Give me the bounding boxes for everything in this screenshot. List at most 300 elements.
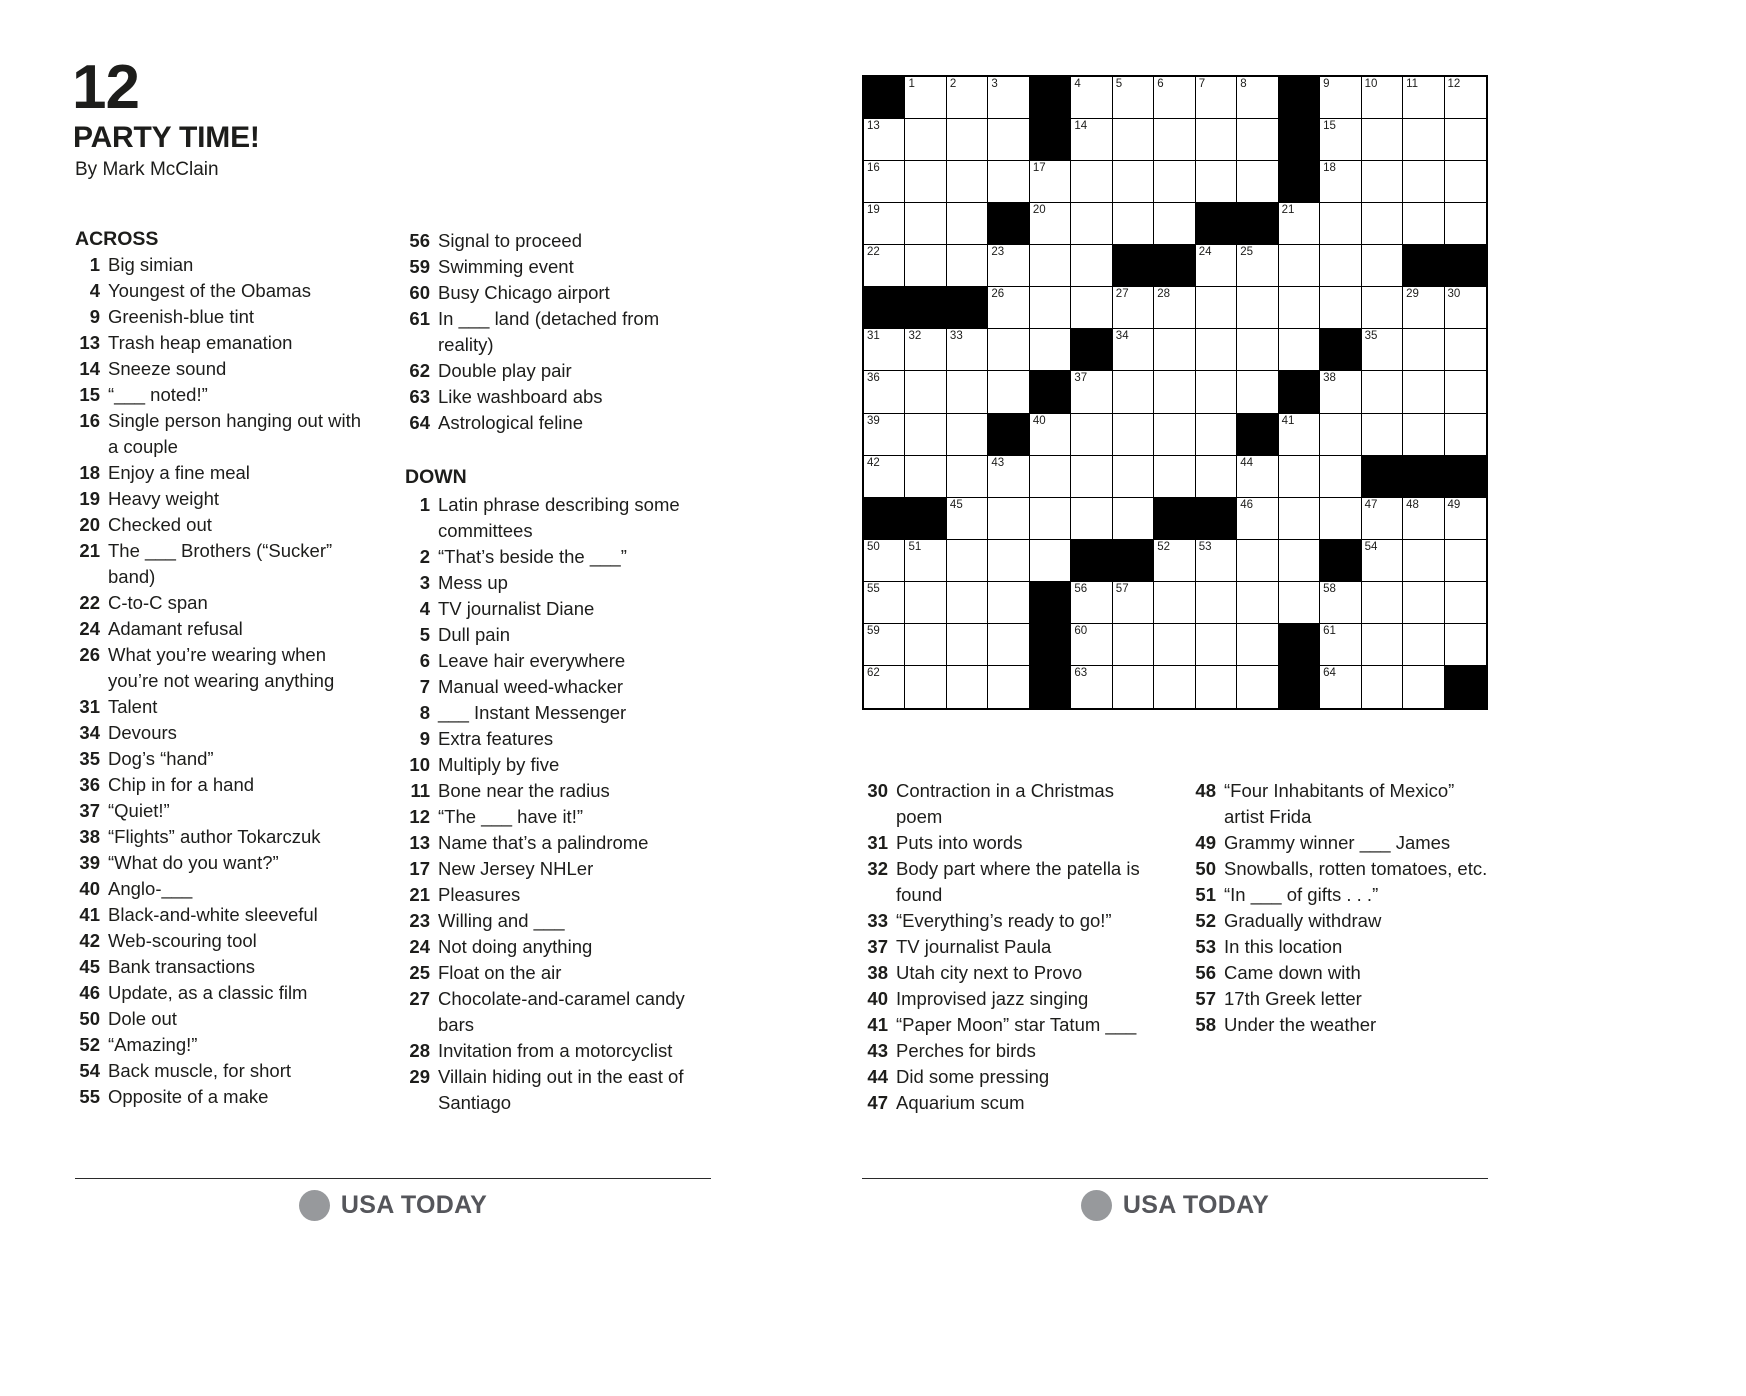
grid-cell[interactable] xyxy=(1071,161,1112,203)
grid-cell[interactable] xyxy=(1445,119,1486,161)
grid-cell[interactable] xyxy=(988,245,1029,287)
grid-cell[interactable] xyxy=(1279,456,1320,498)
grid-cell[interactable] xyxy=(1071,414,1112,456)
grid-cell[interactable] xyxy=(1403,119,1444,161)
grid-cell[interactable] xyxy=(1030,161,1071,203)
grid-cell[interactable] xyxy=(988,77,1029,119)
grid-cell[interactable] xyxy=(1113,582,1154,624)
grid-cell[interactable] xyxy=(1237,119,1278,161)
grid-cell[interactable] xyxy=(1154,119,1195,161)
grid-cell[interactable] xyxy=(905,119,946,161)
clue-text: Did some pressing xyxy=(896,1066,1050,1087)
grid-cell[interactable] xyxy=(1445,77,1486,119)
grid-cell[interactable] xyxy=(1362,203,1403,245)
grid-cell[interactable] xyxy=(1113,203,1154,245)
grid-cell[interactable] xyxy=(1154,203,1195,245)
grid-cell[interactable] xyxy=(1362,666,1403,708)
grid-cell[interactable] xyxy=(1279,287,1320,329)
grid-cell[interactable] xyxy=(988,540,1029,582)
clue-item xyxy=(400,778,700,804)
grid-cell-number: 43 xyxy=(991,456,1005,469)
clue-text: Latin phrase describing some committees xyxy=(438,494,680,541)
grid-cell[interactable] xyxy=(988,582,1029,624)
grid-cell[interactable] xyxy=(1445,203,1486,245)
grid-cell[interactable] xyxy=(1237,287,1278,329)
grid-cell[interactable] xyxy=(1113,414,1154,456)
clue-number: 9 xyxy=(419,728,430,749)
grid-cell[interactable] xyxy=(864,203,905,245)
grid-cell[interactable] xyxy=(1320,119,1361,161)
grid-cell[interactable] xyxy=(1362,287,1403,329)
clue-item xyxy=(400,726,700,752)
clue-text: Big simian xyxy=(108,254,194,275)
grid-cell[interactable] xyxy=(1279,203,1320,245)
grid-cell[interactable] xyxy=(1071,624,1112,666)
grid-cell-number: 7 xyxy=(1198,78,1206,90)
grid-cell[interactable] xyxy=(1071,498,1112,540)
grid-cell[interactable] xyxy=(1403,77,1444,119)
grid-cell[interactable] xyxy=(988,498,1029,540)
clue-number: 41 xyxy=(79,904,100,925)
grid-cell[interactable] xyxy=(1362,371,1403,413)
grid-cell[interactable] xyxy=(947,582,988,624)
grid-cell[interactable] xyxy=(1320,456,1361,498)
clue-number: 58 xyxy=(1195,1014,1216,1035)
grid-cell[interactable] xyxy=(1320,414,1361,456)
grid-cell[interactable] xyxy=(1113,329,1154,371)
grid-cell[interactable] xyxy=(864,119,905,161)
grid-cell[interactable] xyxy=(1362,582,1403,624)
grid-cell[interactable] xyxy=(947,498,988,540)
grid-cell[interactable] xyxy=(1320,203,1361,245)
grid-cell[interactable] xyxy=(1196,624,1237,666)
grid-cell[interactable] xyxy=(1071,582,1112,624)
grid-cell[interactable] xyxy=(1237,77,1278,119)
clue-number: 1 xyxy=(89,254,100,275)
grid-cell[interactable] xyxy=(1362,498,1403,540)
clue-number: 43 xyxy=(867,1040,888,1061)
clue-text: Utah city next to Provo xyxy=(896,962,1083,983)
grid-cell[interactable] xyxy=(1403,287,1444,329)
clue-text: “Amazing!” xyxy=(108,1034,198,1055)
grid-cell-number: 46 xyxy=(1240,498,1253,511)
grid-cell[interactable] xyxy=(1030,329,1071,371)
grid-cell-number: 28 xyxy=(1157,288,1171,301)
clue-item xyxy=(400,674,700,700)
clue-item xyxy=(1186,960,1494,986)
grid-cell[interactable] xyxy=(1071,666,1112,708)
grid-cell-black xyxy=(1071,329,1112,371)
grid-cell[interactable] xyxy=(1403,203,1444,245)
grid-cell[interactable] xyxy=(947,77,988,119)
clue-number: 40 xyxy=(867,988,888,1009)
clue-number: 23 xyxy=(409,910,430,931)
grid-cell[interactable] xyxy=(1320,371,1361,413)
clue-text: “Four Inhabitants of Mexico” artist Frida xyxy=(1224,780,1455,827)
grid-cell[interactable] xyxy=(1237,245,1278,287)
clue-number: 61 xyxy=(409,308,430,329)
grid-cell[interactable] xyxy=(1237,371,1278,413)
grid-cell[interactable] xyxy=(947,540,988,582)
grid-cell[interactable] xyxy=(1154,456,1195,498)
grid-cell-black xyxy=(1113,540,1154,582)
grid-cell[interactable] xyxy=(1030,245,1071,287)
clue-text: TV journalist Paula xyxy=(896,936,1052,957)
grid-cell[interactable] xyxy=(947,414,988,456)
clue-item xyxy=(858,830,1150,856)
grid-cell[interactable] xyxy=(864,414,905,456)
grid-cell[interactable] xyxy=(1362,329,1403,371)
grid-cell[interactable] xyxy=(1154,540,1195,582)
grid-cell-black xyxy=(988,203,1029,245)
grid-cell[interactable] xyxy=(1030,456,1071,498)
grid-cell[interactable] xyxy=(905,666,946,708)
grid-cell[interactable] xyxy=(1403,161,1444,203)
grid-cell[interactable] xyxy=(1196,119,1237,161)
grid-cell[interactable] xyxy=(1279,414,1320,456)
grid-cell-number: 32 xyxy=(908,330,922,343)
clue-number: 32 xyxy=(867,858,888,879)
grid-cell[interactable] xyxy=(905,329,946,371)
clue-text: Anglo-___ xyxy=(108,878,193,899)
grid-cell[interactable] xyxy=(905,371,946,413)
clue-text: Checked out xyxy=(108,514,212,535)
grid-cell[interactable] xyxy=(1445,329,1486,371)
clue-number: 26 xyxy=(79,644,100,665)
grid-cell[interactable] xyxy=(1279,498,1320,540)
clue-item xyxy=(70,642,372,694)
clue-item xyxy=(70,616,372,642)
grid-cell[interactable] xyxy=(1237,161,1278,203)
grid-cell-number: 33 xyxy=(949,330,963,343)
clue-text: Chocolate-and-caramel candy bars xyxy=(438,988,685,1035)
grid-cell[interactable] xyxy=(1030,540,1071,582)
clue-text: Bone near the radius xyxy=(438,780,610,801)
grid-cell[interactable] xyxy=(1154,371,1195,413)
grid-cell-black xyxy=(1030,666,1071,708)
grid-cell[interactable] xyxy=(1237,624,1278,666)
grid-cell[interactable] xyxy=(1196,287,1237,329)
grid-cell[interactable] xyxy=(947,666,988,708)
grid-cell[interactable] xyxy=(1113,119,1154,161)
clue-number: 56 xyxy=(1195,962,1216,983)
grid-cell[interactable] xyxy=(864,666,905,708)
clue-item xyxy=(858,1038,1150,1064)
grid-cell[interactable] xyxy=(1362,161,1403,203)
grid-cell[interactable] xyxy=(1403,624,1444,666)
grid-cell[interactable] xyxy=(1237,456,1278,498)
grid-cell[interactable] xyxy=(947,371,988,413)
grid-cell[interactable] xyxy=(1030,498,1071,540)
grid-cell[interactable] xyxy=(905,77,946,119)
grid-cell[interactable] xyxy=(1403,498,1444,540)
clue-item xyxy=(70,954,372,980)
grid-cell[interactable] xyxy=(864,456,905,498)
grid-cell[interactable] xyxy=(1196,456,1237,498)
grid-cell-black xyxy=(1279,371,1320,413)
grid-cell-number: 2 xyxy=(949,78,957,90)
clue-item xyxy=(70,538,372,590)
clue-number: 31 xyxy=(79,696,100,717)
clue-item xyxy=(70,1058,372,1084)
grid-cell[interactable] xyxy=(1320,624,1361,666)
clue-number: 34 xyxy=(79,722,100,743)
grid-cell[interactable] xyxy=(1445,498,1486,540)
grid-cell[interactable] xyxy=(1362,245,1403,287)
grid-cell[interactable] xyxy=(1071,77,1112,119)
grid-cell[interactable] xyxy=(988,624,1029,666)
grid-cell[interactable] xyxy=(864,582,905,624)
grid-cell[interactable] xyxy=(1154,666,1195,708)
clue-text: “What do you want?” xyxy=(108,852,279,873)
grid-cell[interactable] xyxy=(988,371,1029,413)
grid-cell[interactable] xyxy=(1196,371,1237,413)
grid-cell[interactable] xyxy=(1445,414,1486,456)
grid-cell-number: 30 xyxy=(1447,288,1461,301)
grid-cell[interactable] xyxy=(1030,203,1071,245)
clue-text: Heavy weight xyxy=(108,488,220,509)
grid-cell[interactable] xyxy=(1030,414,1071,456)
grid-cell[interactable] xyxy=(864,329,905,371)
clue-text: “The ___ have it!” xyxy=(438,806,583,827)
grid-cell[interactable] xyxy=(1403,540,1444,582)
grid-cell[interactable] xyxy=(1279,540,1320,582)
clue-text: Dull pain xyxy=(438,624,510,645)
grid-cell[interactable] xyxy=(864,245,905,287)
grid-cell[interactable] xyxy=(988,329,1029,371)
grid-cell[interactable] xyxy=(1445,624,1486,666)
grid-cell[interactable] xyxy=(988,666,1029,708)
grid-cell[interactable] xyxy=(1320,582,1361,624)
clue-text: Sneeze sound xyxy=(108,358,227,379)
grid-cell[interactable] xyxy=(905,582,946,624)
clue-number: 13 xyxy=(79,332,100,353)
clue-item xyxy=(70,512,372,538)
clue-item xyxy=(858,934,1150,960)
clue-item xyxy=(400,908,700,934)
grid-cell[interactable] xyxy=(1279,582,1320,624)
grid-cell[interactable] xyxy=(1196,245,1237,287)
grid-cell[interactable] xyxy=(1445,287,1486,329)
grid-cell[interactable] xyxy=(1403,666,1444,708)
grid-cell[interactable] xyxy=(1403,371,1444,413)
grid-cell[interactable] xyxy=(1113,498,1154,540)
grid-cell[interactable] xyxy=(988,119,1029,161)
grid-cell-number: 53 xyxy=(1198,540,1212,553)
grid-cell[interactable] xyxy=(1320,666,1361,708)
grid-cell[interactable] xyxy=(947,329,988,371)
clue-number: 35 xyxy=(79,748,100,769)
across-heading: ACROSS xyxy=(75,228,159,250)
grid-cell[interactable] xyxy=(1071,119,1112,161)
grid-cell-number: 6 xyxy=(1157,78,1164,90)
clue-item xyxy=(400,752,700,778)
grid-cell[interactable] xyxy=(1196,329,1237,371)
grid-cell[interactable] xyxy=(905,161,946,203)
grid-cell[interactable] xyxy=(1154,77,1195,119)
grid-cell[interactable] xyxy=(1071,287,1112,329)
grid-cell[interactable] xyxy=(1154,582,1195,624)
clue-item xyxy=(858,908,1150,934)
clue-item xyxy=(1186,856,1494,882)
clue-text: Multiply by five xyxy=(438,754,560,775)
grid-cell[interactable] xyxy=(1279,245,1320,287)
grid-cell-number: 61 xyxy=(1323,624,1336,637)
grid-cell[interactable] xyxy=(1113,371,1154,413)
clue-text: Signal to proceed xyxy=(438,230,582,251)
clue-text: TV journalist Diane xyxy=(438,598,595,619)
clue-number: 59 xyxy=(409,256,430,277)
grid-cell[interactable] xyxy=(988,287,1029,329)
grid-cell[interactable] xyxy=(1113,456,1154,498)
grid-cell-number: 29 xyxy=(1406,288,1419,301)
grid-cell-number: 49 xyxy=(1447,498,1461,511)
grid-cell[interactable] xyxy=(947,119,988,161)
grid-cell[interactable] xyxy=(1362,540,1403,582)
grid-cell[interactable] xyxy=(1320,245,1361,287)
grid-cell[interactable] xyxy=(1403,582,1444,624)
grid-cell[interactable] xyxy=(905,624,946,666)
clue-number: 16 xyxy=(79,410,100,431)
grid-cell[interactable] xyxy=(988,161,1029,203)
grid-cell[interactable] xyxy=(1445,161,1486,203)
grid-cell-number: 11 xyxy=(1406,78,1419,90)
grid-cell[interactable] xyxy=(1196,666,1237,708)
grid-cell-black xyxy=(1030,371,1071,413)
clue-number: 1 xyxy=(419,494,430,515)
clue-item xyxy=(400,280,700,306)
grid-cell-number: 62 xyxy=(867,666,880,679)
grid-cell[interactable] xyxy=(1154,414,1195,456)
grid-cell[interactable] xyxy=(1196,582,1237,624)
grid-cell-black xyxy=(1030,77,1071,119)
grid-cell[interactable] xyxy=(1320,498,1361,540)
grid-cell[interactable] xyxy=(947,624,988,666)
clue-number: 38 xyxy=(867,962,888,983)
grid-cell[interactable] xyxy=(1071,371,1112,413)
grid-cell[interactable] xyxy=(1196,161,1237,203)
grid-cell[interactable] xyxy=(1445,582,1486,624)
clue-text: Came down with xyxy=(1224,962,1361,983)
grid-cell-number: 10 xyxy=(1364,78,1378,90)
grid-cell[interactable] xyxy=(947,245,988,287)
clue-text: Back muscle, for short xyxy=(108,1060,292,1081)
grid-cell[interactable] xyxy=(1071,456,1112,498)
grid-cell-number: 57 xyxy=(1115,582,1129,595)
clue-item xyxy=(70,850,372,876)
grid-cell[interactable] xyxy=(947,161,988,203)
grid-cell[interactable] xyxy=(1445,371,1486,413)
grid-cell-black xyxy=(1279,161,1320,203)
grid-cell[interactable] xyxy=(1196,540,1237,582)
clue-number: 4 xyxy=(89,280,100,301)
clue-number: 48 xyxy=(1195,780,1216,801)
grid-cell[interactable] xyxy=(1445,540,1486,582)
clue-number: 22 xyxy=(79,592,100,613)
grid-cell[interactable] xyxy=(1154,624,1195,666)
grid-cell[interactable] xyxy=(1113,624,1154,666)
grid-cell[interactable] xyxy=(1113,161,1154,203)
grid-cell[interactable] xyxy=(1237,666,1278,708)
clue-number: 57 xyxy=(1195,988,1216,1009)
grid-cell[interactable] xyxy=(905,456,946,498)
grid-cell[interactable] xyxy=(1320,161,1361,203)
grid-cell[interactable] xyxy=(1113,287,1154,329)
grid-cell[interactable] xyxy=(1237,498,1278,540)
clue-item xyxy=(400,986,700,1038)
grid-cell-number: 14 xyxy=(1074,120,1088,133)
clue-number: 44 xyxy=(867,1066,888,1087)
usa-today-logo-circle xyxy=(1081,1190,1112,1221)
grid-cell[interactable] xyxy=(905,540,946,582)
clue-text: Float on the air xyxy=(438,962,562,983)
grid-cell[interactable] xyxy=(864,624,905,666)
grid-cell[interactable] xyxy=(1237,540,1278,582)
grid-cell[interactable] xyxy=(1113,666,1154,708)
clue-number: 13 xyxy=(409,832,430,853)
grid-cell[interactable] xyxy=(1154,161,1195,203)
clue-text: Trash heap emanation xyxy=(108,332,293,353)
grid-cell[interactable] xyxy=(1362,119,1403,161)
grid-cell[interactable] xyxy=(905,414,946,456)
clue-text: Extra features xyxy=(438,728,554,749)
grid-cell[interactable] xyxy=(1403,414,1444,456)
grid-cell[interactable] xyxy=(905,203,946,245)
grid-cell[interactable] xyxy=(1279,329,1320,371)
footer-right xyxy=(862,1178,1488,1221)
grid-cell[interactable] xyxy=(1071,203,1112,245)
clue-number: 52 xyxy=(1195,910,1216,931)
grid-cell[interactable] xyxy=(1403,329,1444,371)
grid-cell[interactable] xyxy=(1320,77,1361,119)
clue-number: 45 xyxy=(79,956,100,977)
grid-cell[interactable] xyxy=(988,456,1029,498)
clue-text: New Jersey NHLer xyxy=(438,858,594,879)
clue-item xyxy=(70,824,372,850)
clue-item xyxy=(400,934,700,960)
grid-cell[interactable] xyxy=(1320,287,1361,329)
clue-item xyxy=(70,928,372,954)
grid-cell-number: 1 xyxy=(908,78,915,90)
clue-item xyxy=(400,804,700,830)
grid-cell[interactable] xyxy=(1196,77,1237,119)
grid-cell[interactable] xyxy=(1362,414,1403,456)
grid-cell[interactable] xyxy=(1362,77,1403,119)
grid-cell[interactable] xyxy=(864,161,905,203)
grid-cell-black xyxy=(947,287,988,329)
grid-cell[interactable] xyxy=(1237,582,1278,624)
clue-text: 17th Greek letter xyxy=(1224,988,1362,1009)
grid-cell[interactable] xyxy=(1030,287,1071,329)
grid-cell[interactable] xyxy=(864,371,905,413)
grid-cell[interactable] xyxy=(1154,329,1195,371)
grid-cell[interactable] xyxy=(1196,414,1237,456)
grid-cell[interactable] xyxy=(947,456,988,498)
grid-cell[interactable] xyxy=(864,540,905,582)
grid-cell[interactable] xyxy=(947,203,988,245)
grid-cell[interactable] xyxy=(1113,77,1154,119)
grid-cell[interactable] xyxy=(1237,329,1278,371)
grid-cell[interactable] xyxy=(1071,245,1112,287)
clue-text: “In ___ of gifts . . .” xyxy=(1224,884,1379,905)
grid-cell-number: 12 xyxy=(1447,78,1461,90)
clue-item xyxy=(70,1032,372,1058)
grid-cell[interactable] xyxy=(1362,624,1403,666)
grid-cell[interactable] xyxy=(905,245,946,287)
clue-number: 30 xyxy=(867,780,888,801)
clue-item xyxy=(400,622,700,648)
grid-cell[interactable] xyxy=(1154,287,1195,329)
